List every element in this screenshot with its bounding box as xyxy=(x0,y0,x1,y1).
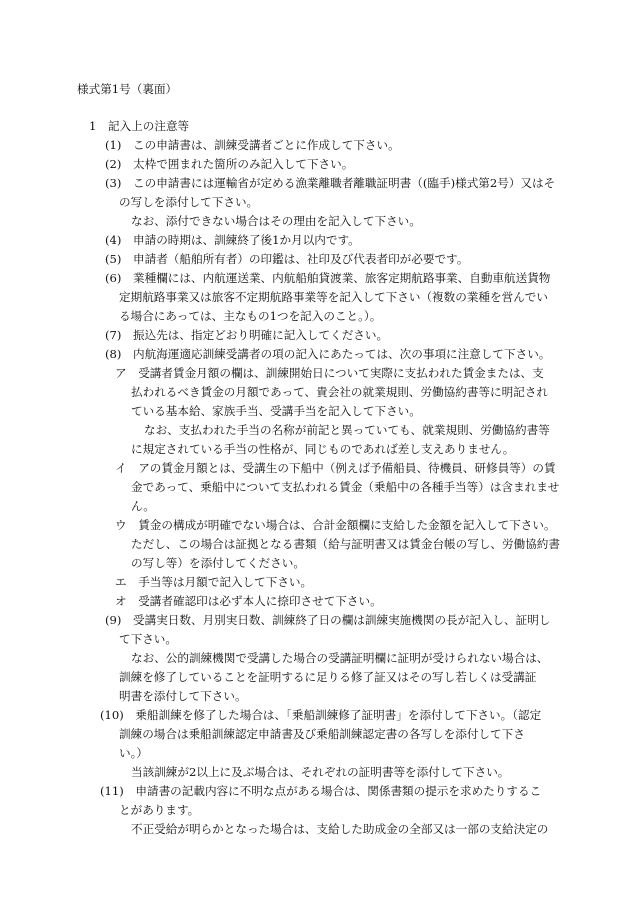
note-9-para: なお、公的訓練機関で受講した場合の受講証明欄に証明が受けられない場合は、 xyxy=(131,651,549,665)
note-8-a-para-cont: に規定されている手当の性格が、同じものであれば差し支えありません。 xyxy=(131,442,515,456)
note-8: (8) 内航海運適応訓練受講者の項の記入にあたっては、次の事項に注意して下さい。 xyxy=(105,347,551,361)
note-2: (2) 太枠で囲まれた箇所のみ記入して下さい。 xyxy=(105,157,354,171)
note-11: (11) 申請書の記載内容に不明な点がある場合は、関係書類の提示を求めたりするこ xyxy=(100,784,542,798)
note-6-cont: る場合にあっては、主なもの1つを記入のこと。）。 xyxy=(119,309,382,323)
note-8-u-cont: ただし、この場合は証拠となる書類（給与証明書又は賃金台帳の写し、労働協約書 xyxy=(131,537,560,551)
note-1: (1) この申請書は、訓練受講者ごとに作成して下さい。 xyxy=(105,138,400,152)
note-8-a-para: なお、支払われた手当の名称が前記と異っていても、就業規則、労働協約書等 xyxy=(144,423,550,437)
note-4: (4) 申請の時期は、訓練終了後1か月以内です。 xyxy=(105,233,360,247)
note-10: (10) 乗船訓練を修了した場合は、「乗船訓練修了証明書」を添付して下さい。（認定 xyxy=(100,708,542,722)
section-heading: 1 記入上の注意等 xyxy=(89,119,190,133)
note-8-i-cont: 金であって、乗船中について支払われる賃金（乗船中の各種手当等）は含まれませ xyxy=(131,480,560,494)
note-3: (3) この申請書には運輸省が定める漁業離職者離職証明書（(臨手)様式第2号）又はそ xyxy=(105,176,556,190)
note-5: (5) 申請者（船舶所有者）の印鑑は、社印及び代表者印が必要です。 xyxy=(105,252,469,266)
note-3-cont: の写しを添付して下さい。 xyxy=(119,195,259,209)
note-10-para: 当該訓練が2以上に及ぶ場合は、それぞれの証明書等を添付して下さい。 xyxy=(131,765,510,779)
note-8-u-cont: の写し等）を添付してください。 xyxy=(131,556,305,570)
note-8-i: イ アの賃金月額とは、受講生の下船中（例えば予備船員、待機員、研修員等）の賃 xyxy=(115,461,556,475)
note-8-o: オ 受講者確認印は必ず本人に捺印させて下さい。 xyxy=(115,594,382,608)
note-8-e: エ 手当等は月額で記入して下さい。 xyxy=(115,575,313,589)
note-11-cont: とがあります。 xyxy=(119,803,200,817)
note-8-a-cont: ている基本給、家族手当、受講手当を記入して下さい。 xyxy=(131,404,421,418)
notes-body xyxy=(0,117,630,839)
note-6-cont: 定期航路事業又は旅客不定期航路事業等を記入して下さい（複数の業種を営んでい xyxy=(119,290,548,304)
note-6: (6) 業種欄には、内航運送業、内航船舶貸渡業、旅客定期航路事業、自動車航送貨物 xyxy=(105,271,551,285)
note-10-cont: 訓練の場合は乗船訓練認定申請書及び乗船訓練認定書の各写しを添付して下さ xyxy=(119,727,525,741)
note-9-cont: て下さい。 xyxy=(119,632,177,646)
note-10-cont: い。） xyxy=(119,746,148,760)
note-11-para: 不正受給が明らかとなった場合は、支給した助成金の全部又は一部の支給決定の xyxy=(131,822,549,836)
note-7: (7) 振込先は、指定どおり明確に記入してください。 xyxy=(105,328,389,342)
note-8-a-cont: 払われるべき賃金の月額であって、貴会社の就業規則、労働協約書等に明記され xyxy=(131,385,549,399)
note-9-para-cont: 訓練を修了していることを証明するに足りる修了証又はその写し若しくは受講証 xyxy=(119,670,537,684)
note-3-para: なお、添付できない場合はその理由を記入して下さい。 xyxy=(131,214,421,228)
note-8-i-cont: ん。 xyxy=(131,499,155,513)
note-9: (9) 受講実日数、月別実日数、訓練終了日の欄は訓練実施機関の長が記入し、証明し xyxy=(105,613,551,627)
note-9-para-cont: 明書を添付して下さい。 xyxy=(119,689,247,703)
form-title: 様式第1号（裏面） xyxy=(77,82,178,96)
note-8-u: ウ 賃金の構成が明確でない場合は、合計金額欄に支給した金額を記入して下さい。 xyxy=(115,518,556,532)
note-8-a: ア 受講者賃金月額の欄は、訓練開始日について実際に支払われた賃金または、支 xyxy=(115,366,544,380)
